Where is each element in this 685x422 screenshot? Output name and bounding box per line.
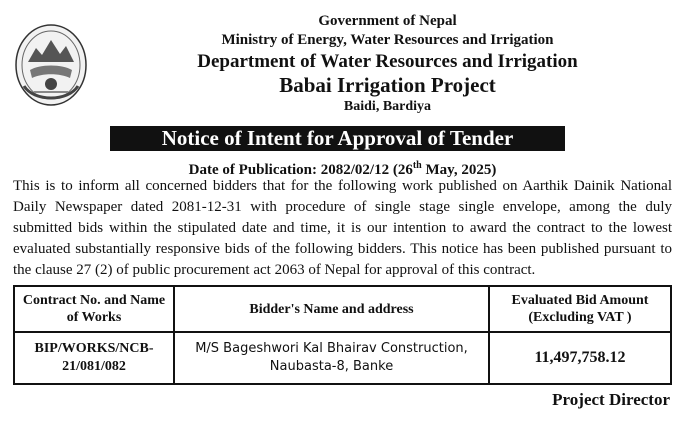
project-location: Baidi, Bardiya [343,99,432,114]
table-header-row [14,286,671,332]
table-row [14,332,671,384]
tender-table [13,285,672,385]
column-header-contract: Contract No. and Name of Works [14,286,174,332]
bidder-name-address: M/S Bageshwori Kal Bhairav Construction, Naubasta-8, Banke [174,332,489,384]
notice-body: This is to inform all concerned bidders that for the following work published on Aarthik Dainik National Daily Newspaper dated 2081-12-31 with procedure of single stage single envelope, among the duly submitted bids within the stipulated date and time, it is our intention to award the contract to the lowest evaluated substantially responsive bids of the following bidders. This notice has been published pursuant to the clause 27 (2) of public procurement act 2063 of Nepal for approval of this contract. [13,178,672,278]
column-header-amount: Evaluated Bid Amount (Excluding VAT ) [489,286,671,332]
signature-title: Project Director [552,390,670,409]
publication-date-rest: May, 2025) [421,162,497,178]
publication-date-label: Date of Publication: 2082/02/12 (26 [188,162,413,178]
department-name: Department of Water Resources and Irrigation [197,51,578,72]
notice-title: Notice of Intent for Approval of Tender [110,126,565,151]
project-name: Babai Irrigation Project [279,73,496,97]
nepal-emblem-icon [14,22,88,108]
column-header-bidder: Bidder's Name and address [174,286,489,332]
bid-amount: 11,497,758.12 [489,332,671,384]
publication-date-suffix: th [412,160,422,171]
contract-number: BIP/WORKS/NCB-21/081/082 [14,332,174,384]
ministry-name: Ministry of Energy, Water Resources and Irrigation [221,32,554,48]
government-name: Government of Nepal [318,13,457,29]
letterhead [90,12,685,116]
